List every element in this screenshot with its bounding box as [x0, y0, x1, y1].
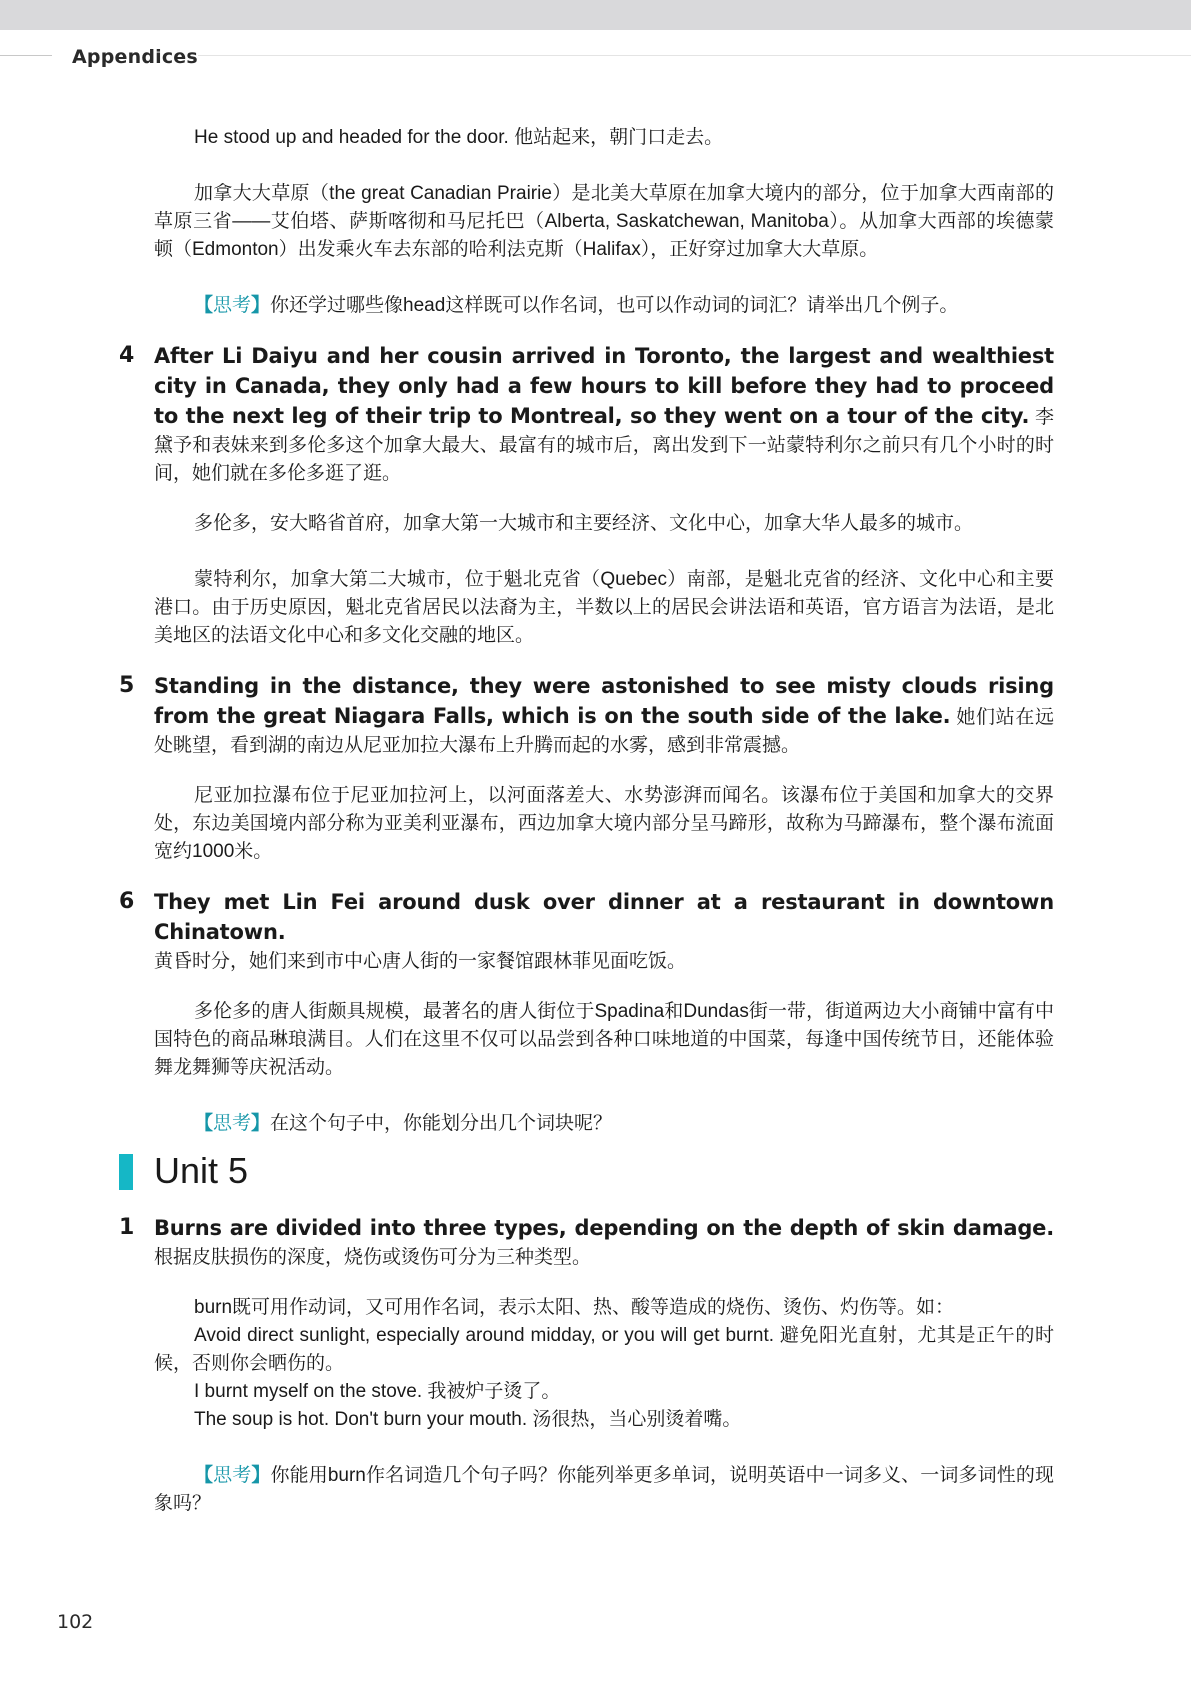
- item-chinese: 李黛予和表妹来到多伦多这个加拿大最大、最富有的城市后，离出发到下一站蒙特利尔之前只有几个小时的时间，她们就在多伦多逛了逛。: [154, 407, 1054, 484]
- item-english: After Li Daiyu and her cousin arrived in Toronto, the largest and wealthiest city in Canada, they only had a few hours to kill before they had to proceed to the next leg of their trip to Montreal, so they went on a tour of the city.: [154, 344, 1054, 428]
- think-text: 你能用burn作名词造几个句子吗？你能列举更多单词，说明英语中一词多义、一词多词性的现象吗？: [154, 1465, 1054, 1514]
- think-tag: 思考: [213, 1465, 252, 1486]
- unit-heading: [154, 1148, 1054, 1200]
- think-prompt-1: [154, 292, 1054, 320]
- item-number: 4: [119, 343, 135, 368]
- example-sentence: He stood up and headed for the door. 他站起来，朝门口走去。: [194, 127, 724, 148]
- think-bracket-close: 】: [251, 1113, 271, 1134]
- think-bracket-open: 【: [194, 1113, 214, 1134]
- item-number: 6: [119, 889, 135, 914]
- note-paragraph-niagara: 尼亚加拉瀑布位于尼亚加拉河上，以河面落差大、水势澎湃而闻名。该瀑布位于美国和加拿大的交界处，东边美国境内部分称为亚美利亚瀑布，西边加拿大境内部分呈马蹄形，故称为马蹄瀑布，整个瀑布流面宽约1000米。: [154, 785, 1054, 862]
- item-number: 5: [119, 673, 135, 698]
- item-number: 1: [119, 1215, 135, 1240]
- page-number: 102: [57, 1611, 94, 1633]
- think-tag: 思考: [213, 1113, 252, 1134]
- item-chinese: 根据皮肤损伤的深度，烧伤或烫伤可分为三种类型。: [154, 1247, 592, 1268]
- note-paragraph-prairie: 加拿大大草原（the great Canadian Prairie）是北美大草原在加拿大境内的部分，位于加拿大西南部的草原三省——艾伯塔、萨斯喀彻和马尼托巴（Alberta, Saskatchewan, Manitoba）。从加拿大西部的埃德蒙顿（Edmonton）出发乘火车去东部的哈利法克斯（Halifax），正好穿过加拿大大草原。: [154, 183, 1054, 260]
- header-rule-right: [198, 55, 1191, 56]
- item-text: [154, 342, 1054, 488]
- sentence-item-6: [119, 888, 1054, 976]
- page-content: [119, 124, 1054, 1518]
- note-paragraph-montreal: 蒙特利尔，加拿大第二大城市，位于魁北克省（Quebec）南部，是魁北克省的经济、文化中心和主要港口。由于历史原因，魁北克省居民以法裔为主，半数以上的居民会讲法语和英语，官方语言为法语，是北美地区的法语文化中心和多文化交融的地区。: [154, 569, 1054, 646]
- top-bar: [0, 0, 1191, 30]
- think-text: 你还学过哪些像head这样既可以作名词，也可以作动词的词汇？请举出几个例子。: [270, 295, 959, 316]
- example-sentence: The soup is hot. Don't burn your mouth. 汤很热，当心别烫着嘴。: [194, 1409, 742, 1430]
- note-paragraph-toronto: 多伦多，安大略省首府，加拿大第一大城市和主要经济、文化中心，加拿大华人最多的城市。: [194, 513, 974, 534]
- think-prompt-2: [154, 1110, 1054, 1138]
- sentence-item-4: [119, 342, 1054, 488]
- sentence-item-5: [119, 672, 1054, 760]
- think-bracket-close: 】: [251, 295, 271, 316]
- note-burn-intro: burn既可用作动词，又可用作名词，表示太阳、热、酸等造成的烧伤、烫伤、灼伤等。如：: [194, 1297, 955, 1318]
- example-sentence: Avoid direct sunlight, especially around midday, or you will get burnt. 避免阳光直射，尤其是正午的时候，否则你会晒伤的。: [154, 1325, 1054, 1374]
- think-prompt-3: [154, 1462, 1054, 1518]
- unit-title: Unit 5: [154, 1150, 249, 1191]
- think-bracket-open: 【: [194, 1465, 214, 1486]
- example-sentence: I burnt myself on the stove. 我被炉子烫了。: [194, 1381, 561, 1402]
- unit-accent-bar: [119, 1154, 133, 1190]
- item-english: They met Lin Fei around dusk over dinner at a restaurant in downtown Chinatown.: [154, 890, 1054, 944]
- item-english: Burns are divided into three types, depending on the depth of skin damage.: [154, 1216, 1054, 1240]
- running-head: Appendices: [72, 46, 198, 68]
- note-paragraph-chinatown: 多伦多的唐人街颇具规模，最著名的唐人街位于Spadina和Dundas街一带，街道两边大小商铺中富有中国特色的商品琳琅满目。人们在这里不仅可以品尝到各种口味地道的中国菜，每逢中国传统节日，还能体验舞龙舞狮等庆祝活动。: [154, 1001, 1054, 1078]
- think-tag: 思考: [213, 295, 252, 316]
- think-text: 在这个句子中，你能划分出几个词块呢？: [270, 1113, 613, 1134]
- think-bracket-close: 】: [251, 1465, 271, 1486]
- item-chinese: 她们站在远处眺望，看到湖的南边从尼亚加拉大瀑布上升腾而起的水雾，感到非常震撼。: [154, 707, 1054, 756]
- item-text: [154, 888, 1054, 976]
- item-english: Standing in the distance, they were astonished to see misty clouds rising from the great Niagara Falls, which is on the south side of the lake.: [154, 674, 1054, 728]
- header-rule-left: [0, 55, 52, 56]
- item-text: [154, 1214, 1054, 1272]
- item-text: [154, 672, 1054, 760]
- think-bracket-open: 【: [194, 295, 214, 316]
- item-chinese: 黄昏时分，她们来到市中心唐人街的一家餐馆跟林菲见面吃饭。: [154, 951, 687, 972]
- sentence-item-1: [119, 1214, 1054, 1272]
